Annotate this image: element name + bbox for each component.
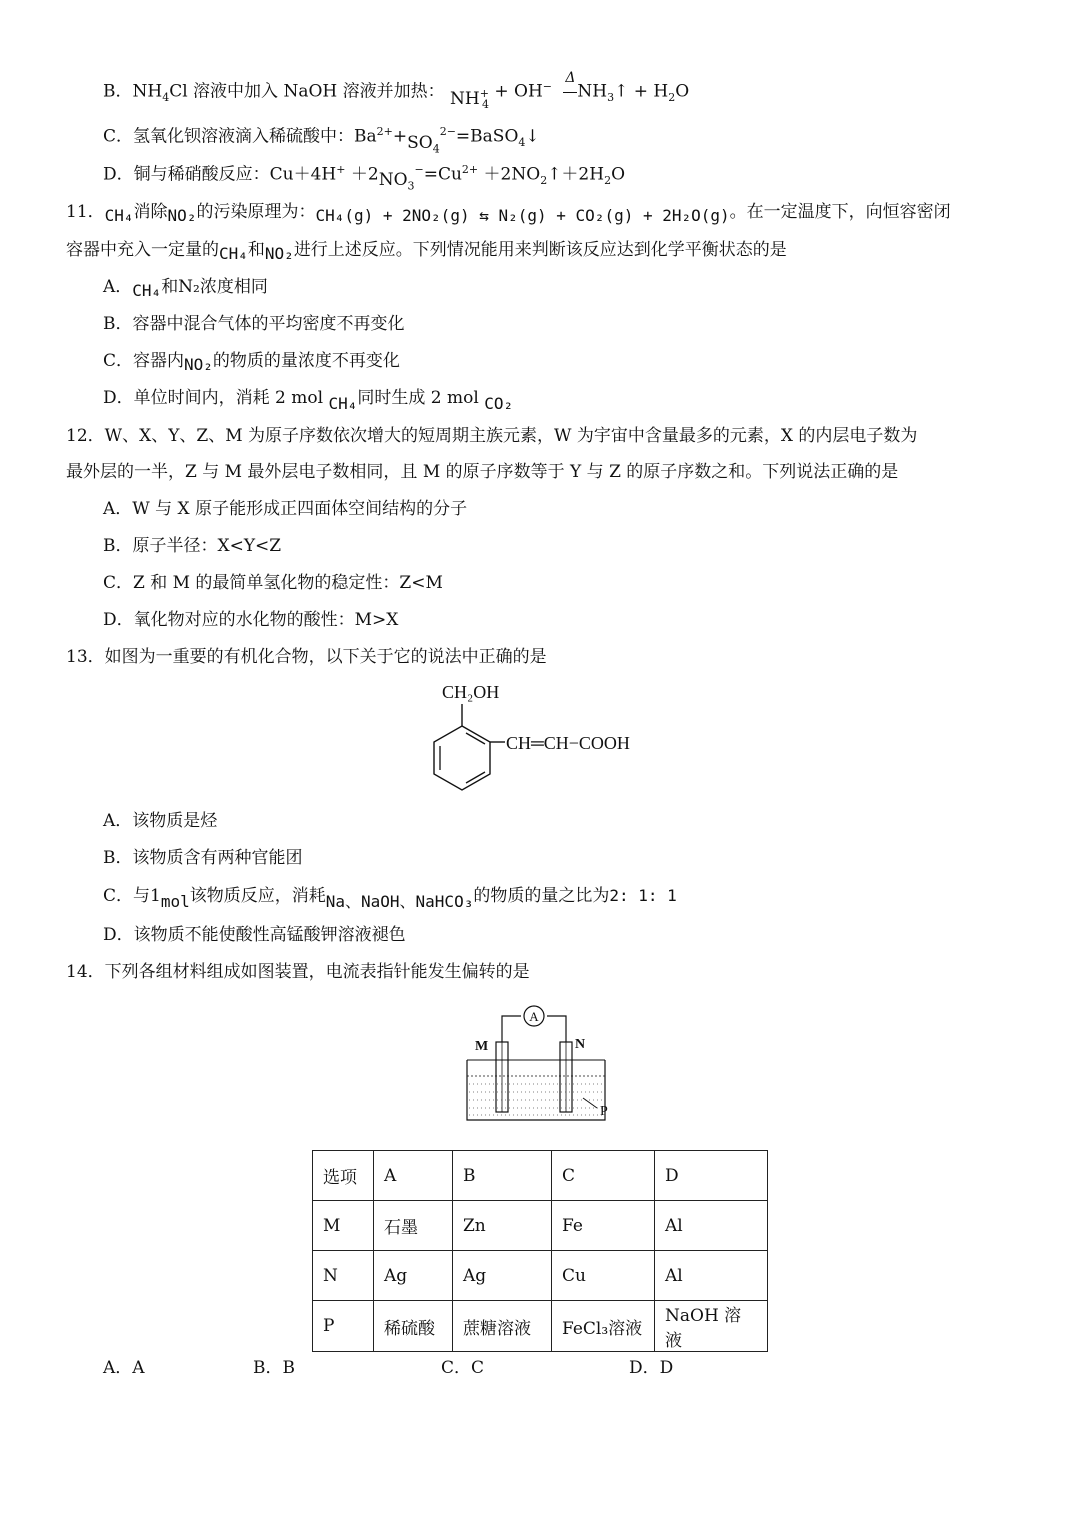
electrode-m-label: M: [475, 1039, 489, 1054]
table-cell: 选项: [313, 1151, 374, 1201]
ammeter-label: A: [529, 1009, 539, 1024]
q12-stem-line1: 12．W、X、Y、Z、M 为原子序数依次增大的短周期主族元素，W 为宇宙中含量最多的元素，X 的内层电子数为: [66, 426, 918, 446]
q11-stem-line1: 11．CH₄消除NO₂的污染原理为：CH₄(g) + 2NO₂(g) ⇆ N₂(g) + CO₂(g) + 2H₂O(g)。在一定温度下，向恒容密闭: [66, 202, 951, 225]
q13-option-a: A．该物质是烃: [103, 811, 218, 831]
table-row: [313, 1201, 768, 1251]
galvanic-cell-diagram: [455, 1002, 635, 1130]
q14-answer-b: B．B: [253, 1358, 295, 1378]
table-cell: Al: [655, 1201, 768, 1251]
table-cell: Fe: [552, 1201, 655, 1251]
table-cell: Ag: [453, 1251, 552, 1301]
q10-option-b: B．$NH_4Cl$ 溶液中加入 NaOH 溶液并加热： $NH^+_4 + OH^-$ Δ $NH_3↑ + H_2O$: [103, 69, 690, 112]
table-cell: Zn: [453, 1201, 552, 1251]
table-row: [313, 1151, 768, 1201]
q12-option-b: B．原子半径：X<Y<Z: [103, 536, 282, 556]
materials-table: [312, 1150, 768, 1352]
q12-option-a: A．W 与 X 原子能形成正四面体空间结构的分子: [103, 499, 468, 519]
q12-option-c: C．Z 和 M 的最简单氢化物的稳定性：Z<M: [103, 573, 443, 593]
q10-option-c: C．氢氧化钡溶液滴入稀硫酸中：$Ba^{2+}+SO_4^{2-}=BaSO_4↓$: [103, 125, 540, 156]
q14-answer-d: D．D: [629, 1358, 674, 1378]
struct-side-chain-label: CH═CH−COOH: [506, 733, 630, 753]
q13-option-b: B．该物质含有两种官能团: [103, 848, 303, 868]
q11-option-b: B．容器中混合气体的平均密度不再变化: [103, 314, 405, 334]
table-cell: B: [453, 1151, 552, 1201]
q11-stem-line2: 容器中充入一定量的CH₄和NO₂进行上述反应。下列情况能用来判断该反应达到化学平衡状态的是: [66, 240, 787, 263]
table-cell: 蔗糖溶液: [453, 1301, 552, 1352]
q10-option-d: D．铜与稀硝酸反应：$Cu+4H^+ +2NO_3^-=Cu^{2+}$ $+2NO_2↑+2H_2O$: [103, 163, 626, 193]
table-cell: M: [313, 1201, 374, 1251]
table-cell: NaOH 溶液: [655, 1301, 768, 1352]
solution-p-label: P: [600, 1104, 608, 1119]
q13-option-c: C．与1mol该物质反应，消耗Na、NaOH、NaHCO₃的物质的量之比为2: 1: 1: [103, 886, 677, 911]
structural-formula: [400, 676, 700, 806]
table-cell: Cu: [552, 1251, 655, 1301]
table-cell: Ag: [374, 1251, 453, 1301]
table-cell: 稀硫酸: [374, 1301, 453, 1352]
table-cell: Al: [655, 1251, 768, 1301]
q11-option-d: D．单位时间内，消耗 2 mol CH₄同时生成 2 mol CO₂: [103, 388, 514, 413]
table-cell: N: [313, 1251, 374, 1301]
table-cell: A: [374, 1151, 453, 1201]
electrode-n-label: N: [575, 1037, 586, 1052]
table-row: [313, 1301, 768, 1352]
q14-answer-c: C．C: [441, 1358, 485, 1378]
q12-option-d: D．氧化物对应的水化物的酸性：M>X: [103, 610, 399, 630]
table-row: [313, 1251, 768, 1301]
table-cell: D: [655, 1151, 768, 1201]
table-cell: P: [313, 1301, 374, 1352]
q14-stem: 14．下列各组材料组成如图装置，电流表指针能发生偏转的是: [66, 962, 530, 982]
q13-option-d: D．该物质不能使酸性高锰酸钾溶液褪色: [103, 925, 406, 945]
q11-option-c: C．容器内NO₂的物质的量浓度不再变化: [103, 351, 400, 374]
table-cell: 石墨: [374, 1201, 453, 1251]
table-cell: C: [552, 1151, 655, 1201]
q11-option-a: A．CH₄和N₂浓度相同: [103, 277, 268, 300]
q12-stem-line2: 最外层的一半，Z 与 M 最外层电子数相同，且 M 的原子序数等于 Y 与 Z 的原子序数之和。下列说法正确的是: [66, 462, 899, 482]
struct-ch2oh-label: CH₂OH: [442, 682, 500, 702]
q14-answer-a: A．A: [103, 1358, 145, 1378]
table-cell: FeCl₃溶液: [552, 1301, 655, 1352]
q13-stem: 13．如图为一重要的有机化合物，以下关于它的说法中正确的是: [66, 647, 547, 667]
